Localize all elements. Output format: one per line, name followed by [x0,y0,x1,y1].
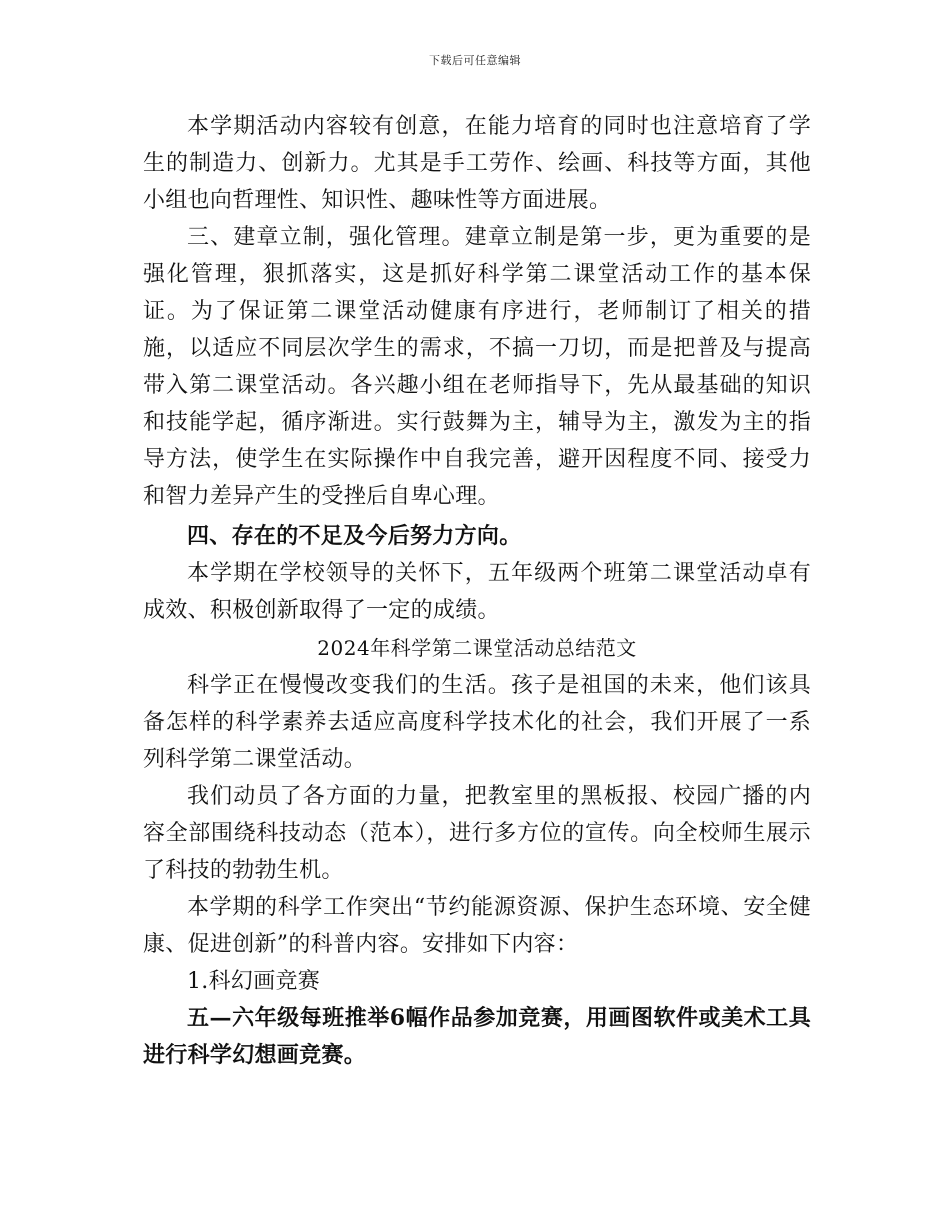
paragraph-science-changing-life: 科学正在慢慢改变我们的生活。孩子是祖国的未来，他们该具备怎样的科学素养去适应高度科学技术化的社会，我们开展了一系列科学第二课堂活动。 [143,673,811,772]
paragraph-activity-creativity: 本学期活动内容较有创意，在能力培育的同时也注意培育了学生的制造力、创新力。尤其是手工劳作、绘画、科技等方面，其他小组也向哲理性、知识性、趣味性等方面进展。 [143,114,811,213]
page-header: 下载后可任意编辑 [429,54,521,67]
paragraph-semester-achievement: 本学期在学校领导的关怀下，五年级两个班第二课堂活动卓有成效、积极创新取得了一定的成绩。 [143,561,811,623]
paragraph-science-work-focus: 本学期的科学工作突出“节约能源资源、保护生态环境、安全健康、促进创新”的科普内容。安排如下内容： [143,895,811,957]
paragraph-painting-competition: 五—六年级每班推举6幅作品参加竞赛，用画图软件或美术工具进行科学幻想画竞赛。 [143,1005,811,1068]
document-title: 2024年科学第二课堂活动总结范文 [317,636,637,660]
paragraph-rules-management: 三、建章立制，强化管理。建章立制是第一步，更为重要的是强化管理，狠抓落实，这是抓好科学第二课堂活动工作的基本保证。为了保证第二课堂活动健康有序进行，老师制订了相关的措施，以适应不同层次学生的需求，不搞一刀切，而是把普及与提高带入第二课堂活动。各兴趣小组在老师指导下，先从最基础的知识和技能学起，循序渐进。实行鼓舞为主，辅导为主，激发为主的指导方法，使学生在实际操作中自我完善，避开因程度不同、接受力和智力差异产生的受挫后自卑心理。 [143,225,811,509]
section-heading-shortcomings: 四、存在的不足及今后努力方向。 [187,523,522,549]
paragraph-mobilize-forces: 我们动员了各方面的力量，把教室里的黑板报、校园广播的内容全部围绕科技动态（范本），进行多方位的宣传。向全校师生展示了科技的勃勃生机。 [143,784,811,883]
list-item-sci-fi-painting: 1.科幻画竞赛 [187,969,321,994]
document-body [143,108,811,1074]
